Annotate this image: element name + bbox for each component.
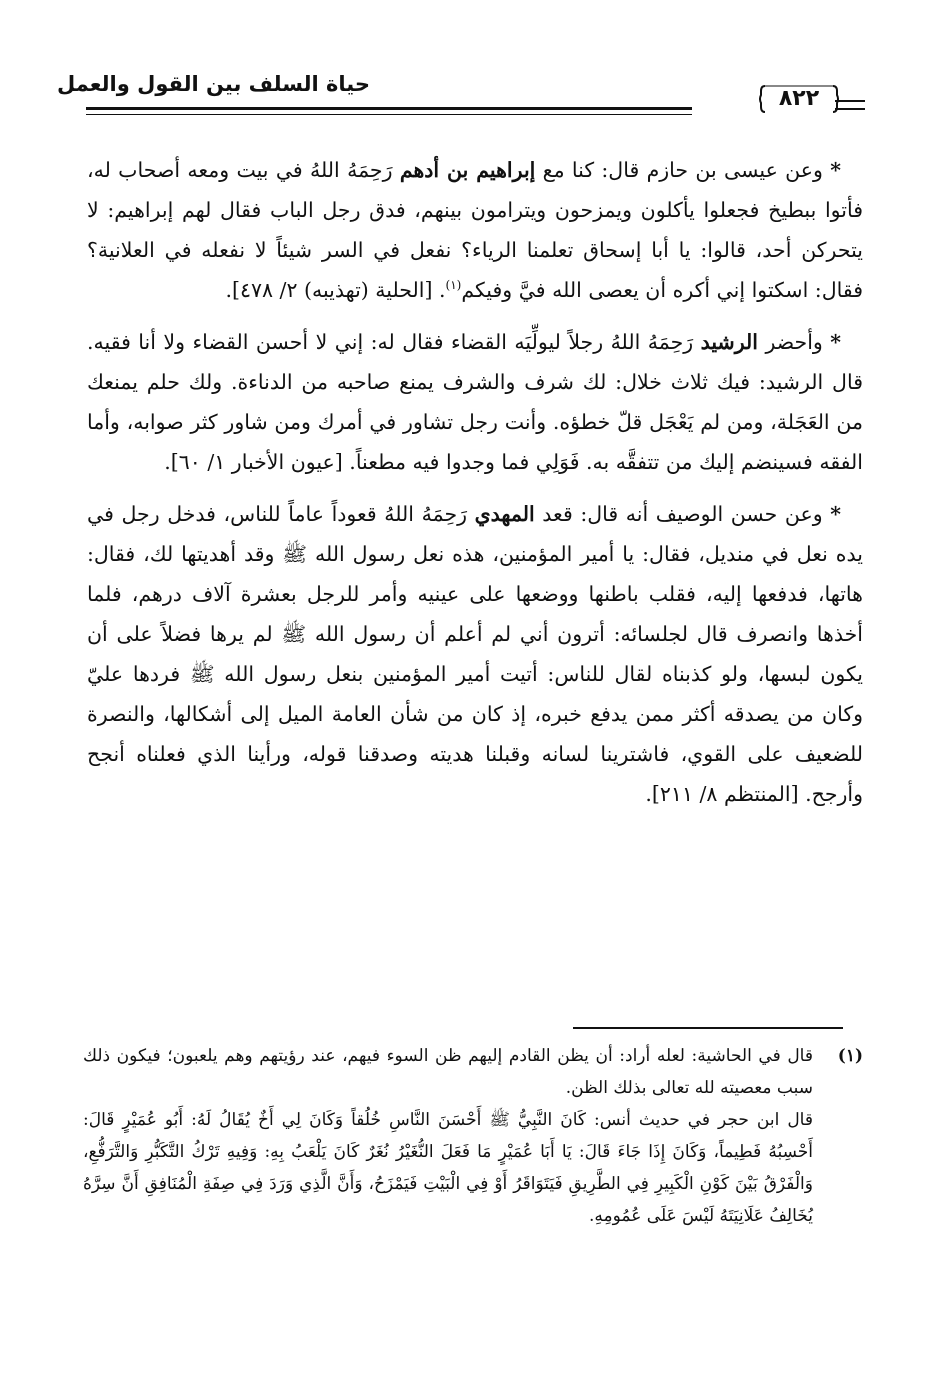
paragraph-text: وأحضر — [758, 330, 823, 354]
footnotes — [83, 1040, 863, 1232]
source-reference: [المنتظم ٨/ ٢١١]. — [645, 782, 799, 806]
main-text — [87, 150, 863, 826]
paragraph-bullet: * — [830, 158, 841, 182]
paragraph-text: رَحِمَهُ اللهُ في بيت ومعه أصحاب له، فأتوا ببطيخ فجعلوا يأكلون ويمزحون ويترامون بينهم، فدق رجل الباب فقال لهم إبراهيم: لا يتحركن أحد، قالوا: يا أبا إسحاق تعلمنا الرياء؟ نفعل في السر شيئاً لا نفعله في العلانية؟ فقال: اسكتوا إني أكره أن يعصى الله فيَّ وفيكم — [87, 158, 863, 302]
footnote-separator — [573, 1027, 843, 1029]
paragraph-al-rashid — [87, 322, 863, 482]
header-ornament-dash — [835, 100, 865, 102]
footnote-marker[interactable]: (١) — [445, 278, 462, 293]
bold-name: إبراهيم بن أدهم — [399, 158, 536, 182]
header-ornament-dash — [835, 108, 865, 110]
footnote-text: قال في الحاشية: لعله أراد: أن يظن القادم إليهم ظن السوء فيهم، عند رؤيتهم وهم يلعبون؛ فيكون ذلك سبب معصيته لله تعالى بذلك الظن. — [83, 1046, 813, 1098]
paragraph-text: وعن عيسى بن حازم قال: كنا مع — [535, 158, 823, 182]
paragraph-al-mahdi — [87, 494, 863, 814]
footnote-text: قال ابن حجر في حديث أنس: كَانَ النَّبِيُّ ﷺ أَحْسَنَ النَّاسِ خُلُقاً وَكَانَ لِي أَخٌ يُقَالُ لَهُ: أَبُو عُمَيْرٍ قَالَ: أَحْسِبُهُ فَطِيماً، وَكَانَ إِذَا جَاءَ قَالَ: يَا أَبَا عُمَيْرٍ مَا فَعَلَ النُّغَيْرُ نُغَرٌ كَانَ يَلْعَبُ بِهِ: وَفِيهِ تَرْكُ التَّكَبُّرِ وَالتَّرَفُّعِ، وَالْفَرْقُ بَيْنَ كَوْنِ الْكَبِيرِ فِي الطَّرِيقِ فَيَتَوَاقَرُ أَوْ فِي الْبَيْتِ فَيَمْزَحُ، وَأَنَّ الَّذِي وَرَدَ فِي صِفَةِ الْمُنَافِقِ أَنَّ سِرَّهُ يُخَالِفُ عَلَانِيَتَهُ لَيْسَ عَلَى عُمُومِهِ. — [83, 1110, 813, 1226]
bold-name: المهدي — [474, 502, 535, 526]
footnote-number: (١) — [837, 1046, 863, 1066]
header-rule — [86, 107, 692, 110]
paragraph-text: . — [432, 278, 446, 302]
page-number-frame — [759, 82, 839, 116]
footnote-item — [83, 1040, 863, 1232]
paragraph-bullet: * — [830, 502, 841, 526]
paragraph-text: وعن حسن الوصيف أنه قال: قعد — [534, 502, 823, 526]
paragraph-bullet: * — [830, 330, 841, 354]
source-reference: [الحلية (تهذيبه) ٢/ ٤٧٨]. — [225, 278, 433, 302]
bold-name: الرشيد — [700, 330, 758, 354]
paragraph-text: رَحِمَهُ اللهُ رجلاً ليولِّيَه القضاء فقال له: إني لا أحسن القضاء ولا أنا فقيه. قال الرشيد: فيك ثلاث خلال: لك شرف والشرف يمنع صاحبه من الدناءة. ولك حلم يمنعك من العَجَلة، ومن لم يَعْجَل قلّ خطؤه. وأنت رجل تشاور في أمرك ومن شاور كثر صوابه، وأما الفقه فسينضم إليك من تتفقَّه به. فَوَلِي فما وجدوا فيه مطعناً. — [87, 330, 863, 474]
source-reference: [عيون الأخبار ١/ ٦٠]. — [164, 450, 343, 474]
paragraph-text: رَحِمَهُ اللهُ قعوداً عاماً للناس، فدخل رجل في يده نعل في منديل، فقال: يا أمير المؤمنين، هذه نعل رسول الله ﷺ وقد أهديتها لك، فقال: هاتها، فدفعها إليه، فقلب باطنها ووضعها على عينيه وأمر للرجل بعشرة آلاف درهم، فلما أخذها وانصرف قال لجلسائه: أترون أني لم أعلم أن رسول الله ﷺ لم يرها فضلاً على أن يكون لبسها، ولو كذبناه لقال للناس: أتيت أمير المؤمنين بنعل رسول الله ﷺ فردها عليّ وكان من يصدقه أكثر ممن يدفع خبره، إذ كان من شأن العامة الميل إلى أشكالها، والنصرة للضعيف على القوي، فاشترينا لسانه وقبلنا هديته وصدقنا قوله، ورأينا الذي فعلناه أنجح وأرجح. — [87, 502, 863, 806]
header-rule-thin — [86, 114, 692, 115]
page-number: ٨٢٢ — [778, 86, 820, 111]
running-title: حياة السلف بين القول والعمل — [56, 72, 370, 96]
paragraph-ibrahim-ibn-adham — [87, 150, 863, 310]
